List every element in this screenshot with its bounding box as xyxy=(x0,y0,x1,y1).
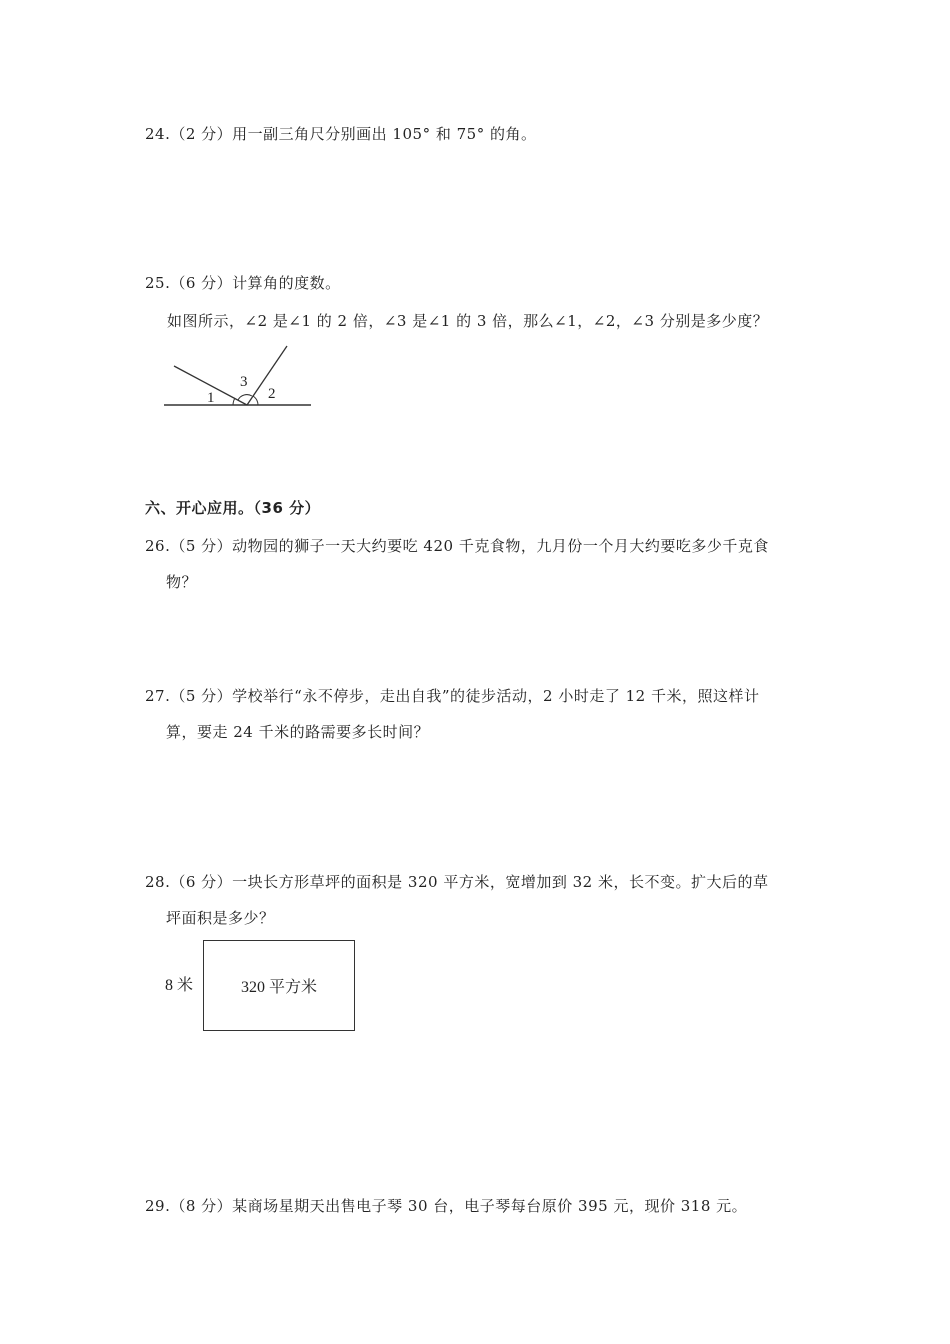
angle-2-label: 2 xyxy=(268,386,276,402)
q26-line2: 物？ xyxy=(166,573,198,591)
q25-title: 25.（6 分）计算角的度数。 xyxy=(145,274,341,292)
q25-body: 如图所示，∠2 是∠1 的 2 倍，∠3 是∠1 的 3 倍，那么∠1，∠2，∠3 分别是多少度？ xyxy=(167,312,769,330)
q27-line2: 算，要走 24 千米的路需要多长时间？ xyxy=(166,723,430,741)
section-6-heading: 六、开心应用。（36 分） xyxy=(145,499,321,517)
q24-text: 24.（2 分）用一副三角尺分别画出 105° 和 75° 的角。 xyxy=(145,125,537,143)
rect-area-label: 320 平方米 xyxy=(240,979,317,996)
q28-line2: 坪面积是多少？ xyxy=(166,909,275,927)
q26-line1: 26.（5 分）动物园的狮子一天大约要吃 420 千克食物，九月份一个月大约要吃多少千克食 xyxy=(145,537,769,555)
angle-3-label: 3 xyxy=(240,374,248,390)
q28-line1: 28.（6 分）一块长方形草坪的面积是 320 平方米，宽增加到 32 米，长不变。扩大后的草 xyxy=(145,873,769,891)
angle-1-arc xyxy=(233,398,235,405)
q27-line1: 27.（5 分）学校举行“永不停步，走出自我”的徒步活动，2 小时走了 12 千米，照这样计 xyxy=(145,687,760,705)
angle-2-arc xyxy=(253,396,258,405)
lawn-rectangle xyxy=(203,940,355,1031)
angle-figure xyxy=(160,340,320,412)
angle-3-arc xyxy=(238,395,252,400)
rect-side-label: 8 米 xyxy=(165,977,194,994)
angle-1-label: 1 xyxy=(207,390,215,406)
q29-text: 29.（8 分）某商场星期天出售电子琴 30 台，电子琴每台原价 395 元，现价 318 元。 xyxy=(145,1197,748,1215)
